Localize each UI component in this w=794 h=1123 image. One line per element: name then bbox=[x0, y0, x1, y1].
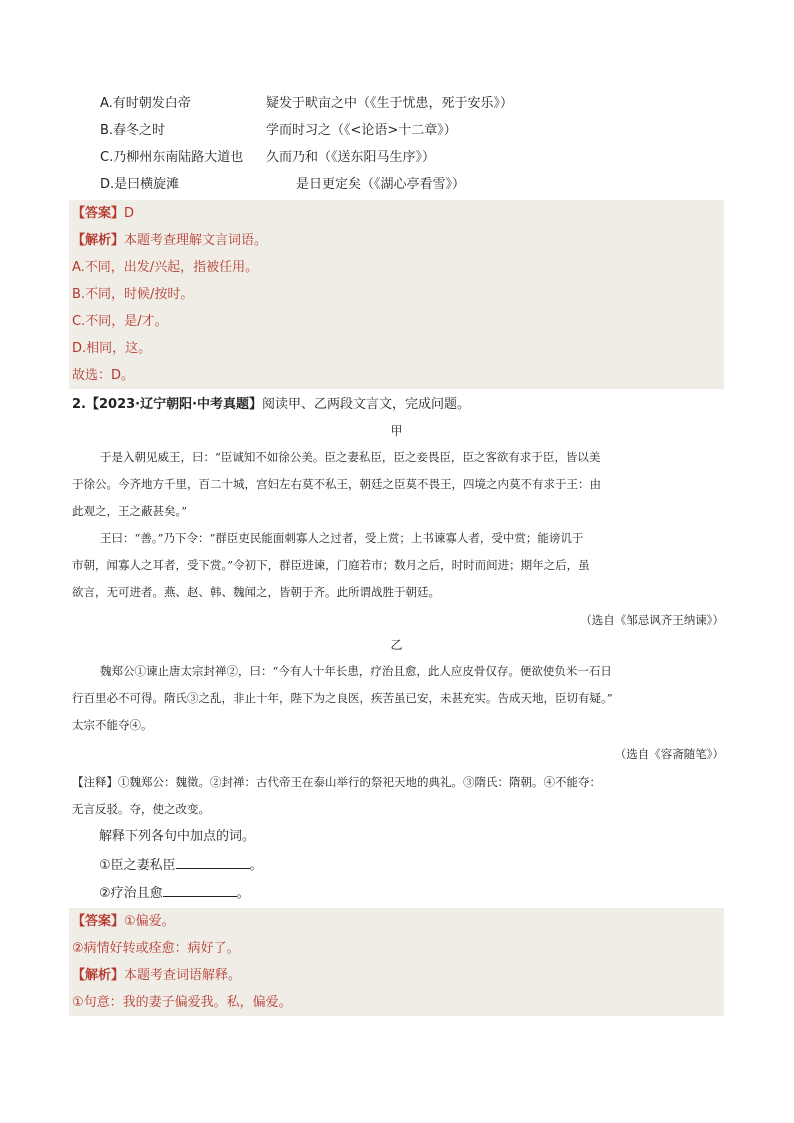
option-b-compare: 学而时习之（《<论语>十二章》） bbox=[266, 123, 457, 138]
option-d-compare: 是日更定矣（《湖心亭看雪》） bbox=[296, 177, 466, 192]
option-a-compare: 疑发于畎亩之中（《生于忧患，死于安乐》） bbox=[266, 96, 514, 111]
sub-question-2 bbox=[99, 884, 250, 903]
passage-jia-line: 此观之，王之蔽甚矣。” bbox=[72, 504, 188, 518]
analysis-tag: 【解析】 bbox=[72, 233, 125, 248]
answer-row bbox=[69, 200, 724, 227]
passage-jia-line: 于是入朝见威王，曰：“臣诚知不如徐公美。臣之妻私臣，臣之妾畏臣，臣之客欲有求于臣，皆以美 bbox=[100, 450, 601, 464]
question-prompt: 阅读甲、乙两段文言文，完成问题。 bbox=[262, 397, 471, 412]
answer-blank-1[interactable] bbox=[176, 856, 250, 869]
answer-tag: 【答案】 bbox=[72, 914, 125, 929]
passage-jia-line: 欲言，无可进者。燕、赵、韩、魏闻之，皆朝于齐。此所谓战胜于朝廷。 bbox=[72, 585, 440, 599]
analysis-text: 本题考查词语解释。 bbox=[124, 968, 242, 983]
analysis-line: 故选：D。 bbox=[72, 368, 135, 383]
instruction: 解释下列各句中加点的词。 bbox=[99, 829, 256, 844]
option-a-sentence: A.有时朝发白帝 bbox=[100, 96, 191, 111]
answer-value: ①偏爱。 bbox=[124, 914, 175, 929]
notes-line bbox=[72, 773, 601, 791]
answer-box-2 bbox=[69, 908, 724, 1016]
question-2-header bbox=[72, 396, 470, 414]
analysis-line: B.不同，时候/按时。 bbox=[72, 287, 194, 302]
passage-yi-line: 太宗不能夺④。 bbox=[72, 718, 153, 732]
answer-value: D bbox=[124, 206, 135, 221]
passage-jia-title: 甲 bbox=[390, 424, 403, 438]
option-c-sentence: C.乃柳州东南陆路大道也 bbox=[100, 150, 244, 165]
analysis-line: D.相同，这。 bbox=[72, 341, 152, 356]
sub-question-1-text: ①臣之妻私臣 bbox=[99, 858, 176, 873]
passage-jia-line: 王曰：“善。”乃下令：“群臣吏民能面刺寡人之过者，受上赏；上书谏寡人者，受中赏；能谤讥于 bbox=[100, 531, 584, 545]
analysis-line: A.不同，出发/兴起，指被任用。 bbox=[72, 260, 259, 275]
analysis-row bbox=[69, 227, 724, 254]
analysis-tag: 【解析】 bbox=[72, 968, 125, 983]
passage-jia-line: 于徐公。今齐地方千里，百二十城，宫妇左右莫不私王，朝廷之臣莫不畏王，四境之内莫不有求于王：由 bbox=[72, 477, 601, 491]
analysis-line: ①句意：我的妻子偏爱我。私，偏爱。 bbox=[72, 995, 292, 1010]
question-number: 2.【2023·辽宁朝阳·中考真题】 bbox=[72, 397, 263, 412]
answer-tag: 【答案】 bbox=[72, 206, 125, 221]
sub-question-1-period: 。 bbox=[249, 858, 263, 873]
passage-yi-line: 行百里必不可得。隋氏③之乱，非止十年，陛下为之良医，疾苦虽已安，未甚充实。告成天地，臣切有疑。” bbox=[72, 691, 613, 705]
answer-line: ②病情好转或痊愈：病好了。 bbox=[72, 941, 240, 956]
passage-yi-title: 乙 bbox=[390, 638, 403, 652]
notes-line: 无言反驳。夺，使之改变。 bbox=[72, 802, 210, 816]
analysis-text: 本题考查理解文言词语。 bbox=[124, 233, 268, 248]
passage-jia-line: 市朝，闻寡人之耳者，受下赏。”令初下，群臣进谏，门庭若市；数月之后，时时而间进；期年之后，虽 bbox=[72, 558, 590, 572]
passage-yi-line: 魏郑公①谏止唐太宗封禅②，曰：“今有人十年长患，疗治且愈，此人应皮骨仅存。便欲使负米一石日 bbox=[100, 664, 612, 678]
option-b-sentence: B.春冬之时 bbox=[100, 123, 166, 138]
answer-row bbox=[69, 908, 724, 935]
passage-jia-source: （选自《邹忌讽齐王纳谏》） bbox=[580, 613, 724, 627]
answer-box-1 bbox=[69, 200, 724, 389]
option-c-compare: 久而乃和（《送东阳马生序》） bbox=[266, 150, 436, 165]
sub-question-2-text: ②疗治且愈 bbox=[99, 886, 163, 901]
passage-yi-source: （选自《容斋随笔》） bbox=[614, 747, 724, 761]
sub-question-1 bbox=[99, 856, 263, 875]
sub-question-2-period: 。 bbox=[236, 886, 250, 901]
option-d-sentence: D.是曰横旋滩 bbox=[100, 177, 180, 192]
analysis-line: C.不同，是/才。 bbox=[72, 314, 168, 329]
answer-blank-2[interactable] bbox=[163, 884, 237, 897]
analysis-row bbox=[69, 962, 724, 989]
notes-text: 【注释】①魏郑公：魏徵。②封禅：古代帝王在泰山举行的祭祀天地的典礼。③隋氏：隋朝。④不能夺： bbox=[72, 775, 601, 789]
